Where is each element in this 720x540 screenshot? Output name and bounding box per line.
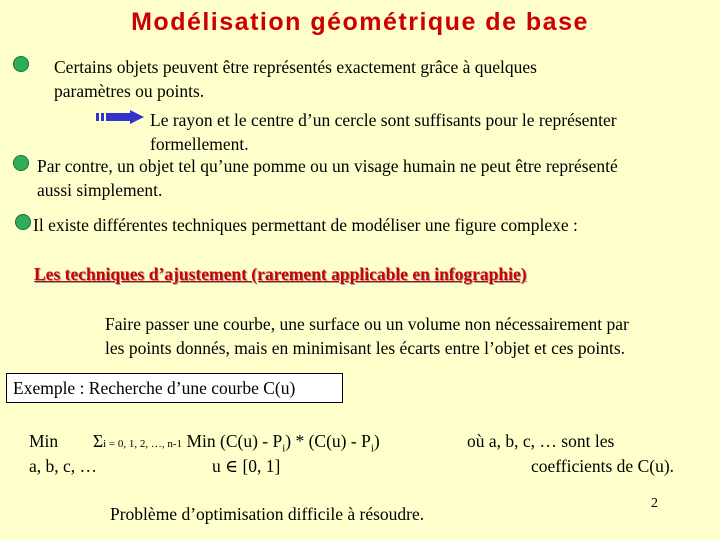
bullet-3-line-1: Il existe différentes techniques permettant de modéliser une figure complexe : xyxy=(33,215,578,235)
formula-sub-2: i xyxy=(370,442,374,455)
example-label: Exemple : Recherche d’une courbe C(u) xyxy=(13,378,296,398)
arrow-note-line-2: formellement. xyxy=(150,134,249,154)
formula-note-line-2: coefficients de C(u). xyxy=(531,456,675,476)
formula-domain: u ∈ [0, 1] xyxy=(212,456,281,476)
formula-min-label: Min xyxy=(29,431,59,451)
bullet-1-line-1: Certains objets peuvent être représentés exactement grâce à quelques xyxy=(54,57,537,77)
formula-sub-1: i xyxy=(282,442,286,455)
arrow-note-line-1: Le rayon et le centre d’un cercle sont suffisants pour le représenter xyxy=(150,110,617,130)
right-arrow-icon xyxy=(96,110,144,124)
bullet-2-line-2: aussi simplement. xyxy=(37,180,163,200)
bullet-2-line-1: Par contre, un objet tel qu’une pomme ou un visage humain ne peut être représenté xyxy=(37,156,618,176)
formula-expr-b: ) * (C(u) - P xyxy=(285,431,371,451)
formula-expr-a: Min (C(u) - P xyxy=(186,431,283,451)
sigma-symbol: Σ xyxy=(92,431,104,451)
formula-expr-c: ) xyxy=(373,431,380,451)
conclusion-text: Problème d’optimisation difficile à résoudre. xyxy=(110,504,425,524)
page-number: 2 xyxy=(651,496,658,511)
section-text-line-1: Faire passer une courbe, une surface ou un volume non nécessairement par xyxy=(105,314,629,334)
slide-title: Modélisation géométrique de base xyxy=(131,8,589,36)
formula-vars: a, b, c, … xyxy=(29,456,98,476)
bullet-dot-2 xyxy=(13,155,29,171)
formula-note-line-1: où a, b, c, … sont les xyxy=(467,431,615,451)
bullet-1-line-2: paramètres ou points. xyxy=(54,81,205,101)
example-box xyxy=(6,373,343,403)
section-heading-link[interactable]: Les techniques d’ajustement (rarement applicable en infographie) xyxy=(34,264,527,284)
sum-subscript: i = 0, 1, 2, …, n-1 xyxy=(103,438,183,450)
bullet-dot-1 xyxy=(13,56,29,72)
bullet-dot-3 xyxy=(15,214,31,230)
section-text-line-2: les points donnés, mais en minimisant les écarts entre l’objet et ces points. xyxy=(105,338,626,358)
